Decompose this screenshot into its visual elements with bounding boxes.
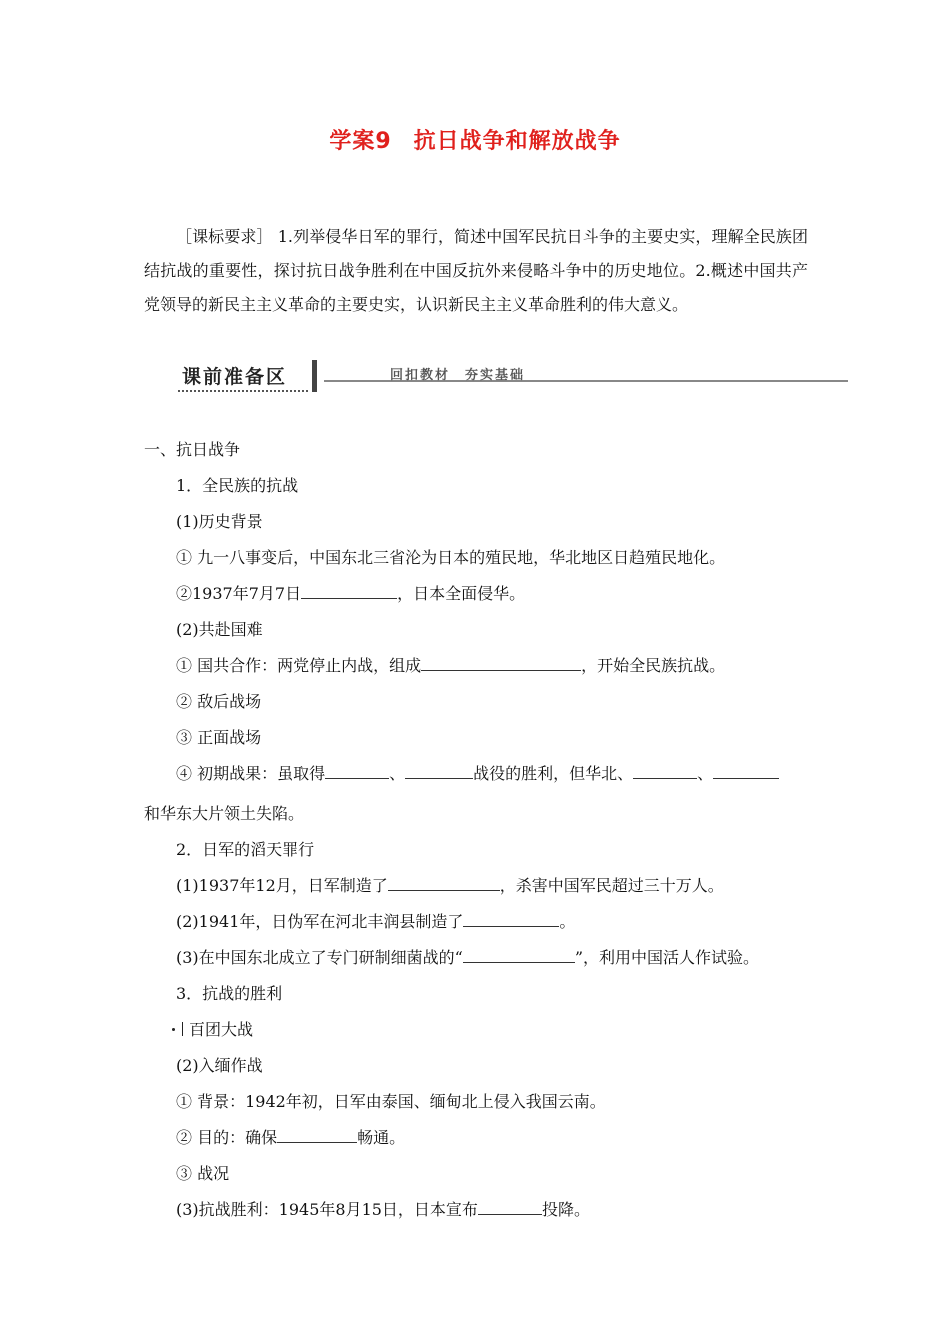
heading-section-1: 一、抗日战争 [144, 440, 241, 459]
subheading-background: (1)历史背景 [176, 512, 263, 531]
fill-blank[interactable] [405, 764, 473, 779]
text-line: ③ 正面战场 [176, 728, 262, 747]
text-line: ① 九一八事变后，中国东北三省沦为日本的殖民地，华北地区日趋殖民地化。 [176, 548, 726, 567]
page-title [0, 124, 950, 155]
text-line-with-blank: ②1937年7月7日 ，日本全面侵华。 [176, 584, 526, 603]
fill-blank[interactable] [463, 912, 559, 927]
text-line-with-blank: (1)1937年12月，日军制造了 ，杀害中国军民超过三十万人。 [176, 876, 724, 895]
text-line-with-blanks: ④ 初期战果：虽取得 、 战役的胜利，但华北、 、 [176, 761, 779, 784]
fill-blank[interactable] [633, 764, 697, 779]
text-line: 百团大战 [182, 1017, 253, 1040]
text-line-with-blank: ② 目的：确保 畅通。 [176, 1128, 406, 1147]
cursor-mark [182, 1022, 189, 1036]
title-prefix: 学案9 [329, 129, 392, 154]
curriculum-requirements: ［课标要求］ 1.列举侵华日军的罪行，简述中国军民抗日斗争的主要史实，理解全民族团结抗战的重要性，探讨抗日战争胜利在中国反抗外来侵略斗争中的历史地位。2.概述中国共产党领导的新民主主义革命的主要史实，认识新民主主义革命胜利的伟大意义。 [144, 227, 808, 314]
fill-blank[interactable] [421, 656, 581, 671]
text-line: ② 敌后战场 [176, 692, 262, 711]
heading-2: 2．日军的滔天罪行 [176, 840, 315, 859]
banner-divider-bar [312, 360, 317, 392]
fill-blank[interactable] [388, 876, 500, 891]
heading-3: 3．抗战的胜利 [176, 984, 283, 1003]
subheading-unite: (2)共赴国难 [176, 620, 263, 639]
text-line: 和华东大片领土失陷。 [144, 804, 305, 823]
fill-blank[interactable] [277, 1128, 357, 1143]
stray-dot-mark [172, 1028, 175, 1031]
banner-subtitle: 回扣教材 夯实基础 [390, 368, 526, 383]
text-line-with-blank: (3)抗战胜利：1945年8月15日，日本宣布 投降。 [176, 1200, 590, 1219]
banner-label: 课前准备区 [182, 366, 288, 388]
text-line-with-blank: (2)1941年，日伪军在河北丰润县制造了 。 [176, 912, 576, 931]
fill-blank[interactable] [463, 948, 575, 963]
fill-blank[interactable] [713, 764, 779, 779]
banner-dotted-underline [178, 390, 308, 392]
heading-1: 1．全民族的抗战 [176, 476, 299, 495]
fill-blank[interactable] [478, 1200, 542, 1215]
text-line-with-blank: (3)在中国东北成立了专门研制细菌战的“ ”，利用中国活人作试验。 [176, 948, 760, 967]
fill-blank[interactable] [325, 764, 389, 779]
text-line: ③ 战况 [176, 1164, 230, 1183]
text-line: ① 背景：1942年初，日军由泰国、缅甸北上侵入我国云南。 [176, 1092, 606, 1111]
subheading-burma: (2)入缅作战 [176, 1056, 263, 1075]
section-banner [178, 358, 848, 394]
fill-blank[interactable] [301, 584, 397, 599]
text-line-with-blank: ① 国共合作：两党停止内战，组成 ，开始全民族抗战。 [176, 656, 726, 675]
title-main: 抗日战争和解放战争 [413, 129, 621, 154]
